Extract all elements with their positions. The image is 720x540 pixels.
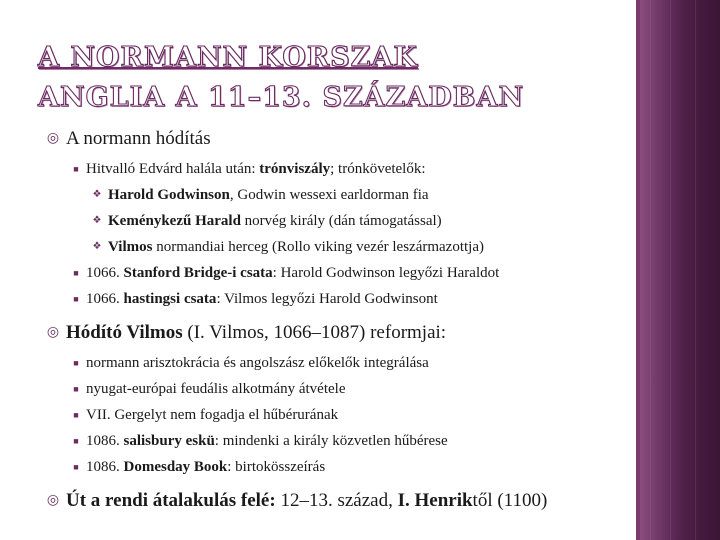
sidebar-stripe <box>695 0 696 540</box>
sidebar-stripe <box>650 0 651 540</box>
text-run: 1066. <box>86 291 124 307</box>
diamond-bullet-icon: ❖ <box>92 215 102 226</box>
bold-text-run: I. Henrik <box>397 490 473 511</box>
title-line-2: ANGLIA A 11–13. SZÁZADBAN <box>38 82 525 113</box>
bullet-level2 <box>40 380 635 398</box>
bullet-text <box>66 490 547 512</box>
text-run: VII. Gergelyt nem fogadja el hűbérurának <box>86 407 339 423</box>
bullet-level3 <box>40 238 635 256</box>
bullet-text <box>108 186 429 204</box>
bullet-level2 <box>40 290 635 308</box>
bullet-text <box>86 354 429 372</box>
bullet-text <box>86 290 438 308</box>
bullet-text <box>86 458 325 476</box>
diamond-bullet-icon: ❖ <box>92 189 102 200</box>
bold-text-run: Domesday Book <box>123 459 228 475</box>
text-run: : mindenki a király közvetlen hűbérese <box>214 433 448 449</box>
text-run: nyugat-európai feudális alkotmány átvétele <box>86 381 346 397</box>
text-run: 1066. <box>86 265 124 281</box>
bullet-text <box>86 160 426 178</box>
bold-text-run: Út a rendi átalakulás felé: <box>66 490 276 511</box>
bullet-level2 <box>40 264 635 282</box>
text-run: : birtokösszeírás <box>227 459 326 475</box>
text-run: , Godwin wessexi earldorman fia <box>229 187 429 203</box>
bold-text-run: Harold Godwinson <box>108 187 230 203</box>
text-run: : Vilmos legyőzi Harold Godwinsont <box>216 291 438 307</box>
text-run: normann arisztokrácia és angolszász előkelők integrálása <box>86 355 429 371</box>
bullet-level2 <box>40 432 635 450</box>
text-run: : Harold Godwinson legyőzi Haraldot <box>272 265 500 281</box>
bold-text-run: hastingsi csata <box>123 291 217 307</box>
target-bullet-icon: ◎ <box>46 325 60 340</box>
bold-text-run: trónviszály <box>259 161 331 177</box>
text-run: (I. Vilmos, 1066–1087) reformjai: <box>182 322 447 343</box>
decorative-sidebar <box>640 0 720 540</box>
text-run: 12–13. század, <box>275 490 398 511</box>
square-bullet-icon: ■ <box>73 358 79 368</box>
bullet-level2 <box>40 406 635 424</box>
square-bullet-icon: ■ <box>73 268 79 278</box>
bold-text-run: Vilmos <box>108 239 153 255</box>
bold-text-run: Keménykezű Harald <box>108 213 241 229</box>
title-line-1: A NORMANN KORSZAK <box>38 42 418 73</box>
bullet-text <box>86 406 338 424</box>
text-run: norvég király (dán támogatással) <box>240 213 442 229</box>
square-bullet-icon: ■ <box>73 436 79 446</box>
text-run: től (1100) <box>472 490 548 511</box>
square-bullet-icon: ■ <box>73 410 79 420</box>
bullet-level3 <box>40 186 635 204</box>
text-run: Hitvalló Edvárd halála után: <box>86 161 260 177</box>
text-run: ; trónkövetelők: <box>330 161 426 177</box>
bullet-text <box>86 432 448 450</box>
square-bullet-icon: ■ <box>73 384 79 394</box>
bold-text-run: Hódító Vilmos <box>66 322 183 343</box>
bullet-level1 <box>40 322 635 344</box>
bullet-level2 <box>40 458 635 476</box>
bold-text-run: salisbury eskü <box>123 433 215 449</box>
diamond-bullet-icon: ❖ <box>92 241 102 252</box>
bullet-text <box>108 212 442 230</box>
square-bullet-icon: ■ <box>73 294 79 304</box>
bullet-text <box>66 322 446 344</box>
text-run: 1086. <box>86 459 124 475</box>
bullet-text <box>86 264 499 282</box>
bullet-level1 <box>40 490 635 512</box>
text-run: normandiai herceg (Rollo viking vezér leszármazottja) <box>152 239 484 255</box>
bullet-level2 <box>40 354 635 372</box>
text-run: 1086. <box>86 433 124 449</box>
bullet-list <box>40 128 635 512</box>
bullet-level2 <box>40 160 635 178</box>
bullet-text <box>108 238 484 256</box>
bullet-level3 <box>40 212 635 230</box>
text-run: A normann hódítás <box>66 128 211 149</box>
bold-text-run: Stanford Bridge-i csata <box>123 265 273 281</box>
sidebar-stripe <box>670 0 671 540</box>
bullet-level1 <box>40 128 635 150</box>
square-bullet-icon: ■ <box>73 462 79 472</box>
slide-title <box>38 38 628 118</box>
bullet-text <box>86 380 345 398</box>
bullet-text <box>66 128 211 150</box>
target-bullet-icon: ◎ <box>46 131 60 146</box>
square-bullet-icon: ■ <box>73 164 79 174</box>
target-bullet-icon: ◎ <box>46 493 60 508</box>
